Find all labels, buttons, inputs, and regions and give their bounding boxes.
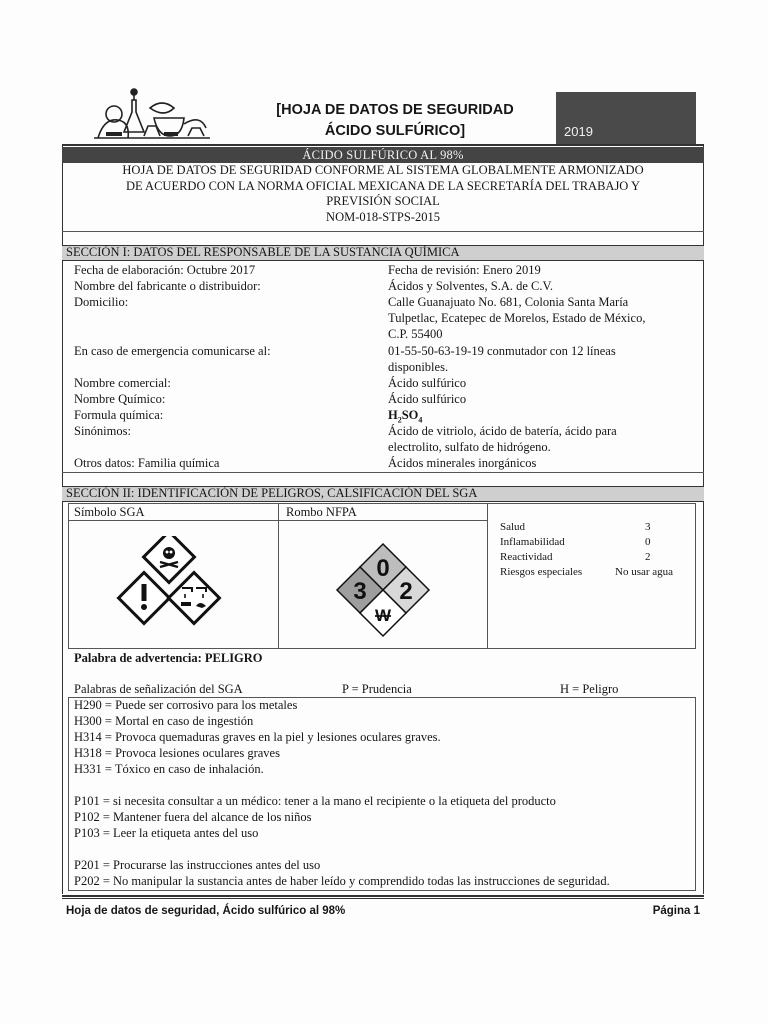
formula-so: SO [401,408,419,422]
domicilio-line2: Tulpetlac, Ecatepec de Morelos, Estado de México, [388,311,646,325]
ghs-pictograms [112,536,232,626]
nfpa-special-value: W [374,606,392,625]
rating-reactividad-label: Reactividad [500,551,553,563]
nfpa-reactivity-value: 2 [399,578,413,605]
table-top [68,503,696,504]
peligro-legend: H = Peligro [560,682,619,696]
table-col-divider [278,503,279,648]
statements-right [695,697,696,890]
page-number: Página 1 [652,905,700,917]
hazard-statement: H300 = Mortal en caso de ingestión [74,714,254,728]
divider [62,472,704,473]
rating-salud-label: Salud [500,521,526,533]
table-col-divider [487,503,488,648]
divider [62,231,704,232]
statements-left [68,697,69,890]
precaution-statement: P201 = Procurarse las instrucciones antes del uso [74,858,321,872]
document-title [270,100,520,142]
hazard-statement: H314 = Provoca quemaduras graves en la piel y lesiones oculares graves. [74,730,441,744]
prudencia-legend: P = Prudencia [342,682,412,696]
emergencia-line1: 01-55-50-63-19-19 conmutador con 12 líneas [388,344,616,358]
hazard-statement: H290 = Puede ser corrosivo para los metales [74,698,298,712]
formula-label: Formula química: [74,408,164,422]
intro-line3: PREVISIÓN SOCIAL [326,194,440,208]
product-banner: ÁCIDO SULFÚRICO AL 98% [62,147,704,163]
nfpa-diamond [328,540,438,640]
section1-title: SECCIÓN I: DATOS DEL RESPONSABLE DE LA SUSTANCIA QUÍMICA [62,245,704,261]
fecha-revision: Fecha de revisión: Enero 2019 [388,263,541,277]
simbolo-sga-label: Símbolo SGA [74,505,145,519]
ghs-exclamation-icon [119,573,170,624]
comercial-label: Nombre comercial: [74,376,171,390]
hazard-statement: H331 = Tóxico en caso de inhalación. [74,762,264,776]
otros-label: Otros datos: Familia química [74,456,220,470]
quimico-label: Nombre Químico: [74,392,166,406]
rombo-nfpa-label: Rombo NFPA [286,505,357,519]
rating-inflamabilidad-label: Inflamabilidad [500,536,565,548]
section2-title: SECCIÓN II: IDENTIFICACIÓN DE PELIGROS, CALSIFICACIÓN DEL SGA [62,486,704,502]
ghs-skull-icon [144,536,195,582]
nfpa-health-value: 3 [353,578,367,605]
statements-bottom [68,890,696,891]
nfpa-flammability-value: 0 [376,555,390,582]
domicilio-line3: C.P. 55400 [388,327,443,341]
hazard-statement: H318 = Provoca lesiones oculares graves [74,746,280,760]
fecha-elaboracion: Fecha de elaboración: Octubre 2017 [74,263,256,277]
otros-value: Ácidos minerales inorgánicos [388,456,537,470]
rating-especiales-value: No usar agua [615,566,674,578]
sinonimos-label: Sinónimos: [74,424,131,438]
laboratory-logo-icon [84,88,220,144]
rating-salud-value: 3 [645,521,651,533]
rating-reactividad-value: 2 [645,551,651,563]
intro-line1: HOJA DE DATOS DE SEGURIDAD CONFORME AL SISTEMA GLOBALMENTE ARMONIZADO [122,163,644,177]
year-label: 2019 [564,124,593,139]
table-right [695,503,696,648]
document-title-line1: [HOJA DE DATOS DE SEGURIDAD [276,102,514,118]
sinonimos-line1: Ácido de vitriolo, ácido de batería, ácido para [388,424,617,438]
ghs-corrosion-icon [169,573,220,624]
rating-inflamabilidad-value: 0 [645,536,651,548]
formula-sub2: 4 [418,415,423,425]
fabricante-value: Ácidos y Solventes, S.A. de C.V. [388,279,554,293]
document-title-line2: ÁCIDO SULFÚRICO] [324,123,466,139]
emergencia-label: En caso de emergencia comunicarse al: [74,344,271,358]
footer-title: Hoja de datos de seguridad, Ácido sulfúrico al 98% [66,905,346,917]
precaution-statement: P101 = si necesita consultar a un médico: tener a la mano el recipiente o la etiqueta del producto [74,794,556,808]
precaution-statement: P103 = Leer la etiqueta antes del uso [74,826,259,840]
year-box [556,92,696,144]
quimico-value: Ácido sulfúrico [388,392,467,406]
signal-word: Palabra de advertencia: PELIGRO [74,651,263,665]
fabricante-label: Nombre del fabricante o distribuidor: [74,279,261,293]
table-bottom [68,648,696,649]
footer-rule [62,895,704,897]
table-left [68,503,69,648]
intro-line4: NOM-018-STPS-2015 [326,209,440,224]
rating-especiales-label: Riesgos especiales [500,566,583,578]
comercial-value: Ácido sulfúrico [388,376,467,390]
formula-h: H [388,408,398,422]
senalizacion-label: Palabras de señalización del SGA [74,682,243,696]
emergencia-line2: disponibles. [388,360,449,374]
sinonimos-line2: electrolito, sulfato de hidrógeno. [388,440,551,454]
intro-block [62,163,704,225]
domicilio-label: Domicilio: [74,295,129,309]
domicilio-line1: Calle Guanajuato No. 681, Colonia Santa María [388,295,629,309]
footer-rule [62,898,704,899]
precaution-statement: P102 = Mantener fuera del alcance de los niños [74,810,312,824]
formula-sub1: 2 [397,415,402,425]
intro-line2: DE ACUERDO CON LA NORMA OFICIAL MEXICANA DE LA SECRETARÍA DEL TRABAJO Y [125,178,641,193]
precaution-statement: P202 = No manipular la sustancia antes de haber leído y comprendido todas las instrucciones de seguridad. [74,874,610,888]
